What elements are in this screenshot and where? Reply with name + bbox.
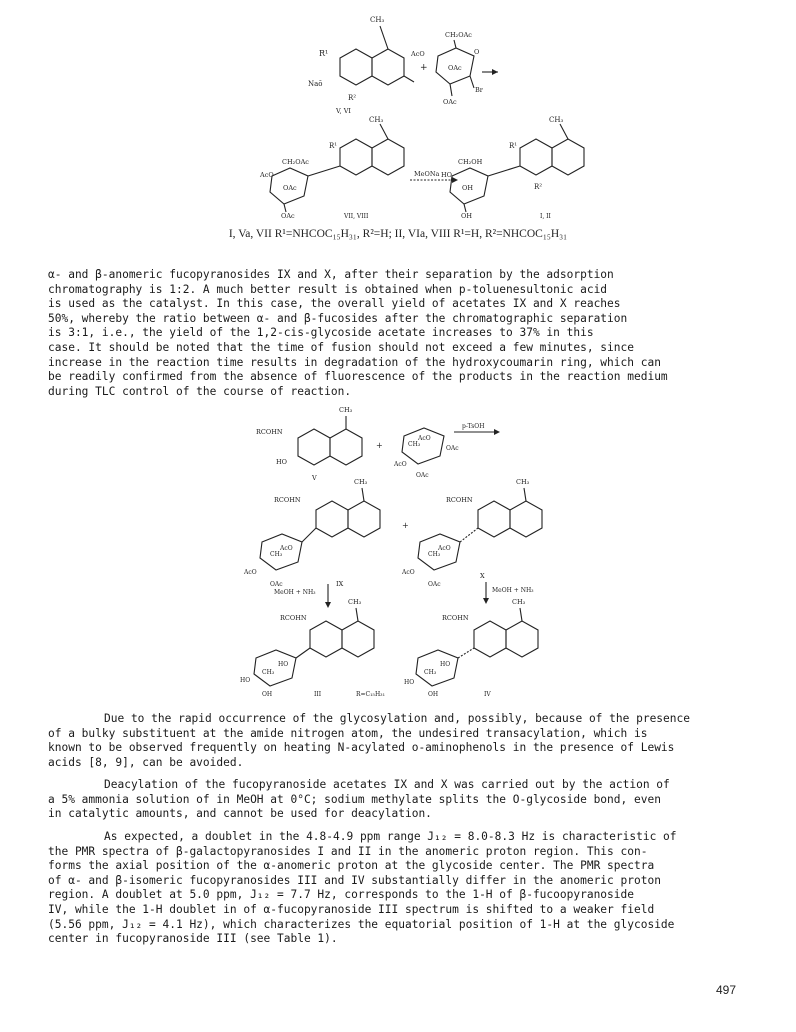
galactoside-product-structure [450,124,584,212]
scheme-1-drawing [0,0,796,228]
label-oac-x: OAc [428,581,441,588]
label-r2: R² [348,94,357,102]
label-ch3-ring-iv: CH₃ [424,669,437,676]
label-ch3-v: CH₃ [339,406,353,414]
label-r1-right: R¹ [509,142,518,150]
label-aco-sugar: AcO [418,435,431,442]
page-number: 497 [716,983,737,997]
label-ch3-top: CH₃ [370,16,385,24]
label-oac-left-bottom: OAc [281,212,295,220]
label-rcohn-ix: RCOHN [274,496,301,504]
label-ch2oh-right: CH₂OH [458,158,483,166]
label-ho-iv-2: HO [404,679,415,686]
label-compounds-v-vi: V, VI [336,107,351,115]
label-ho-iii-2: HO [240,677,251,684]
label-meoh-nh3-right: MeOH + NH₃ [492,587,534,594]
label-rcohn-v: RCOHN [256,428,283,436]
label-oac-ix: OAc [270,581,283,588]
label-ix: IX [336,580,344,588]
label-aco-left: AcO [260,171,274,179]
label-oac-sugar-b: OAc [416,472,429,479]
label-ch3-ix: CH₃ [354,478,368,486]
label-r1-top: R¹ [319,49,329,58]
label-aco-ix-2: AcO [244,569,257,576]
label-oh-right-bottom: OH [461,212,472,220]
label-ch2oac-top: CH₂OAc [445,31,472,39]
label-aco-x-2: AcO [402,569,415,576]
label-rcohn-iii: RCOHN [280,614,307,622]
paragraph-4: As expected, a doublet in the 4.8-4.9 ppm range J₁₂ = 8.0-8.3 Hz is characteristic of the PMR spectra of β-galactopyranosides I and II in the anomeric proton region. This con- forms the axial position of the α-anomeric proton at the glycoside center. The PMR spectra of α- and β-isomeric fucopyranosides III and IV substantially differ in the anomeric proton region. A doublet at 5.0 ppm, J₁₂ = 7.7 Hz, corresponds to the 1-H of β-fucoopyranoside IV, while the 1-H doublet in of α-fucopyranoside III spectrum is shifted to a weaker field (5.56 ppm, J₁₂ = 4.1 Hz), which characterizes the equatorial position of 1-H at the glycoside center in fucopyranoside III (see Table 1). [48,830,677,946]
label-ch3-x: CH₃ [516,478,530,486]
glycoside-acetate-structure [270,124,404,212]
label-ch3-ring-iii: CH₃ [262,669,275,676]
coumarin-v-structure [298,416,362,465]
label-ch3-ring-x: CH₃ [428,551,441,558]
label-x: X [480,572,485,580]
label-r-definition: R=C₁₅H₃₁ [356,691,385,698]
paragraph-2: Due to the rapid occurrence of the glycosylation and, possibly, because of the presence of a bulky substituent at the amide nitrogen atom, the undesired transacylation, which is known to be observed frequently on heating N-acylated o-aminophenols in the presence of Lewis acids [8, 9], can be avoided. [48,712,690,769]
label-aco-x: AcO [438,545,451,552]
label-compounds-vii-viii: VII, VIII [344,213,369,220]
label-ch3-iii: CH₃ [348,598,362,606]
label-aco-sugar-2: AcO [394,461,407,468]
label-ho-v: HO [276,458,287,466]
label-ho-iii: HO [278,661,289,668]
reaction-scheme-2 [0,402,796,704]
label-v: V [312,474,317,482]
label-oac-sugar: OAc [446,445,459,452]
label-oac-bottom-top: OAc [443,98,457,106]
label-br: Br [475,86,483,94]
label-plus-2: + [402,521,409,530]
paragraph-1: α- and β-anomeric fucopyranosides IX and X, after their separation by the adsorption chromatography is 1:2. A much better result is obtained when p-toluenesultonic acid is used as the catalyst. In this case, the overall yield of acetates IX and X reaches 50%, whereby the ratio between α- and β-fucosides after the chromatographic separation is 3:1, i.e., the yield of the 1,2-cis-glycoside acetate increases to 37% in this case. It should be noted that the time of fusion should not exceed a few minutes, since increase in the reaction time results in degradation of the hydroxycoumarin ring, which can be readily confirmed from the absence of fluorescence of the products in the reaction medium during TLC control of the course of reaction. [48,268,668,398]
coumarin-top-structure [340,26,414,85]
label-meona: MeONa [414,170,440,178]
label-rcohn-iv: RCOHN [442,614,469,622]
reaction-scheme-1 [0,0,796,228]
label-ho-iv: HO [440,661,451,668]
label-ch3-sugar: CH₃ [408,441,421,448]
label-ch3-left: CH₃ [369,116,384,124]
label-ch3-ring-ix: CH₃ [270,551,283,558]
label-ho-right: HO [441,171,452,179]
label-aco-ix: AcO [280,545,293,552]
paragraph-3: Deacylation of the fucopyranoside acetates IX and X was carried out by the action of a 5% ammonia solution of in MeOH at 0°C; sodium methylate splits the O-glycoside bond, even in catalytic amounts, and cannot be used for deacylation. [48,778,670,821]
label-ch3-iv: CH₃ [512,598,526,606]
scheme-1-caption: I, Va, VII R¹=NHCOC₁₅H₃₁, R²=H; II, VIa, VIII R¹=H, R²=NHCOC₁₅H₃₁ [228,228,568,240]
label-plus-top: + [420,63,428,73]
label-iii: III [314,691,322,698]
glycosyl-bromide-structure [436,40,498,96]
label-meoh-nh3-left: MeOH + NH₃ [274,589,316,596]
label-compounds-i-ii: I, II [540,213,551,220]
label-o-ring-top: O [474,48,480,56]
label-rcohn-x: RCOHN [446,496,473,504]
label-oac-left: OAc [283,184,297,192]
label-r2-right: R² [534,183,543,191]
label-oh-right-ring: OH [462,184,473,192]
label-r1-left: R¹ [329,142,338,150]
label-oh-iv: OH [428,691,439,698]
label-ch2oac-left: CH₂OAc [282,158,309,166]
label-iv: IV [484,691,491,698]
label-ptsoh: p-TsOH [462,423,485,430]
label-nao: Naō [308,80,323,88]
label-oac-ring-top: OAc [448,64,462,72]
label-oh-iii: OH [262,691,273,698]
label-plus-1: + [376,441,383,450]
scheme-2-drawing [0,402,796,704]
label-ch3-right: CH₃ [549,116,564,124]
label-aco-top: AcO [411,50,425,58]
